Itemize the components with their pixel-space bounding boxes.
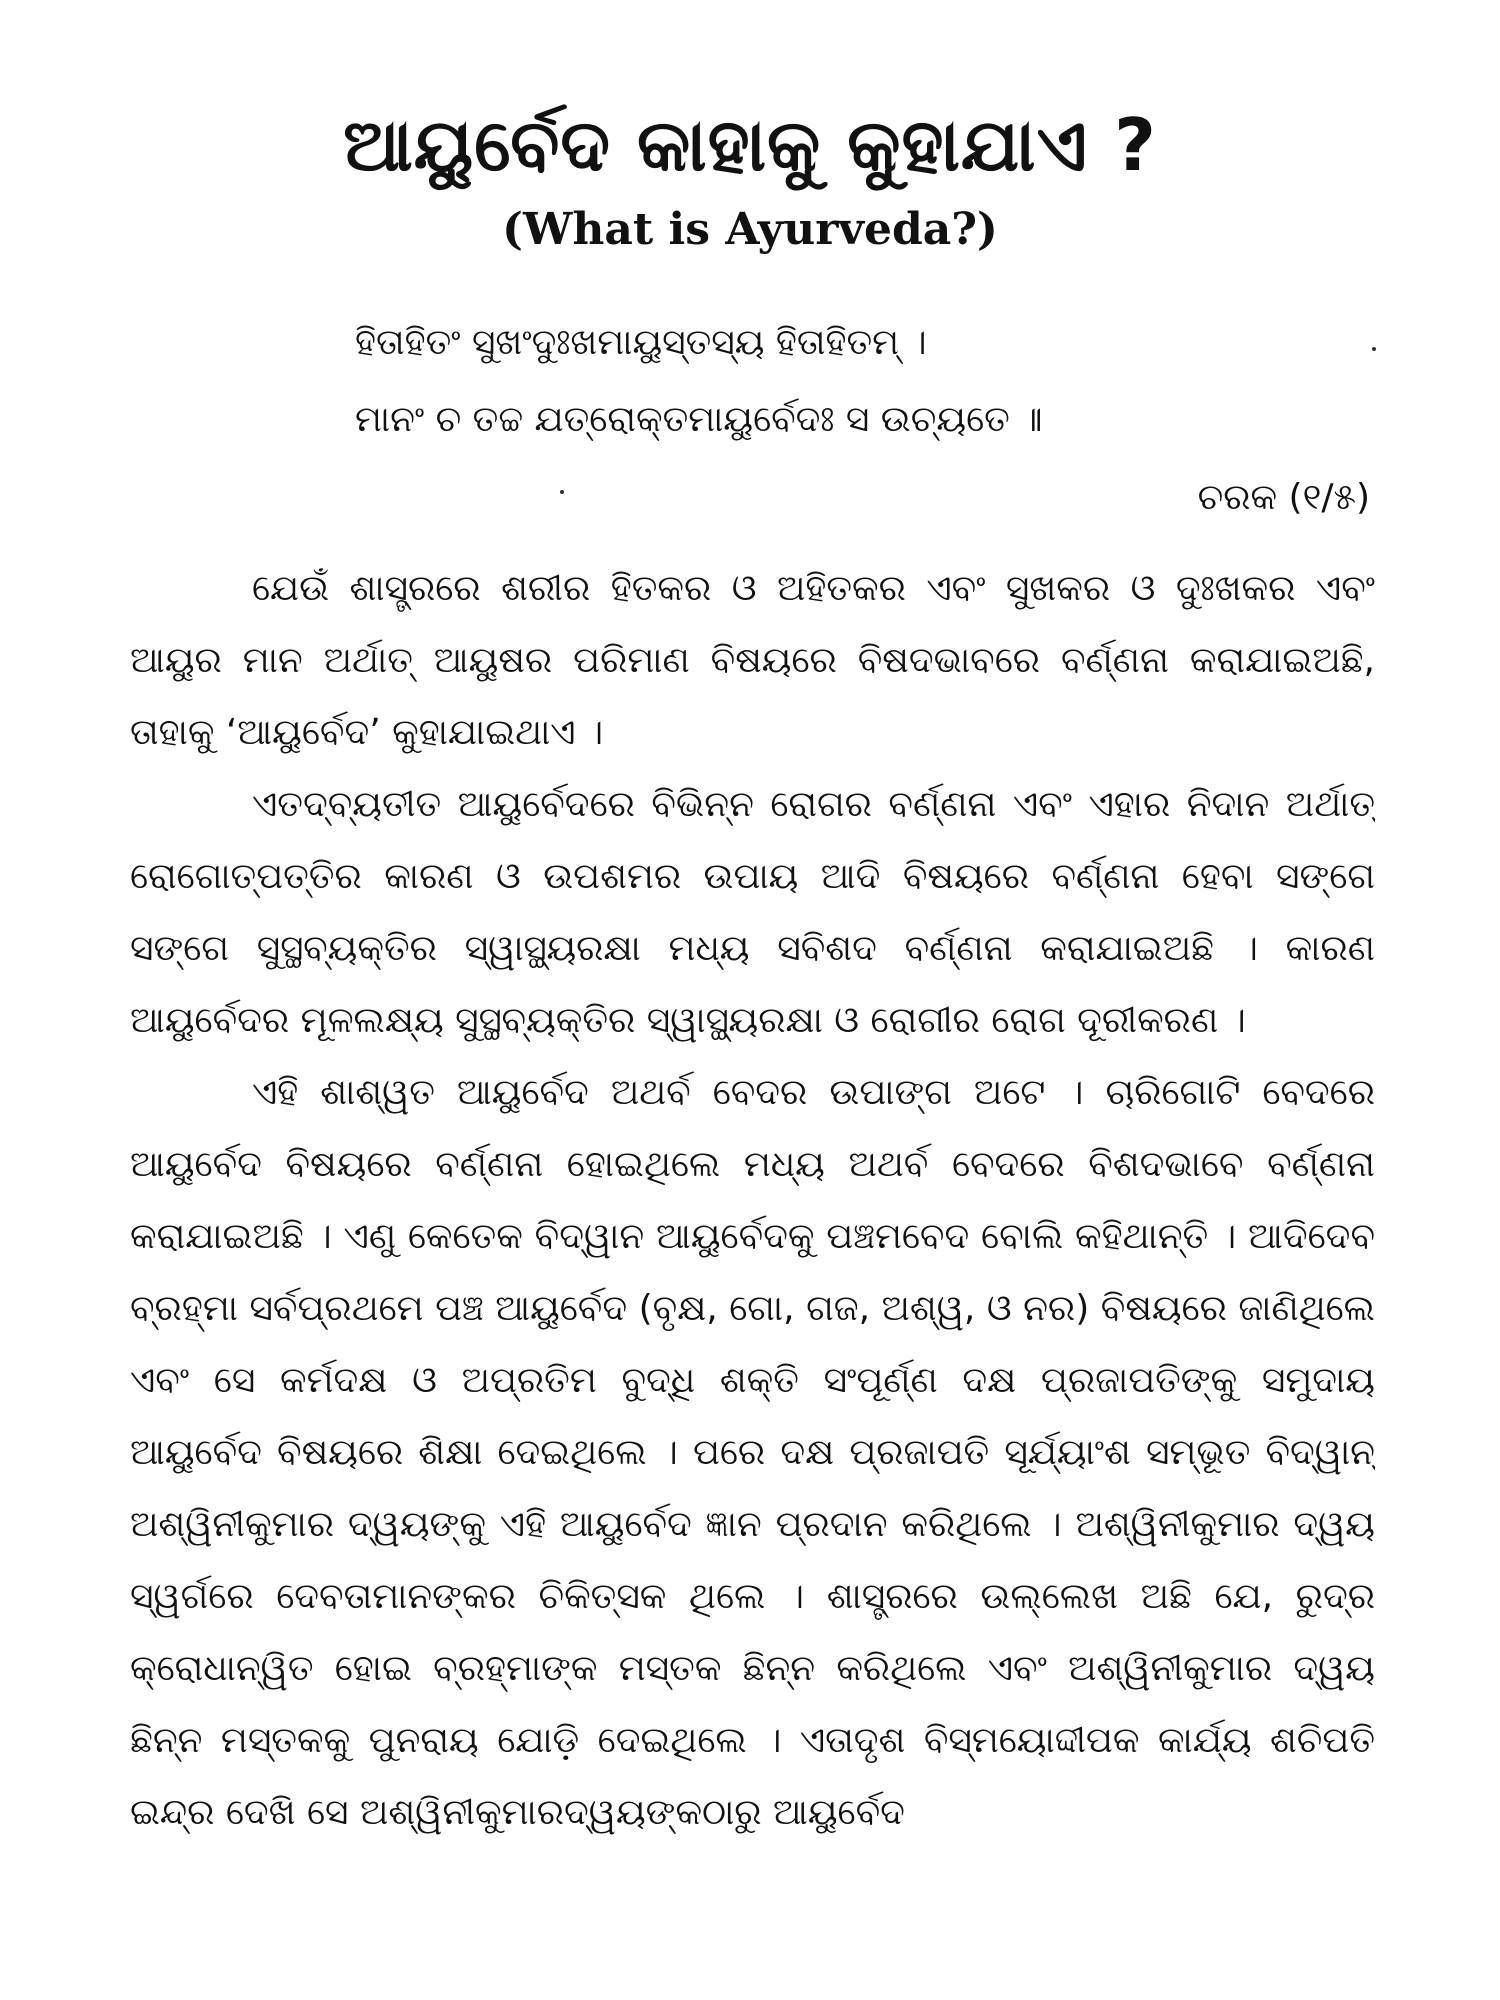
print-speck [560,490,564,494]
body-text [130,553,1375,1983]
print-speck [1372,347,1376,351]
verse-line-1: ହିତାହିତଂ ସୁଖଂଦୁଃଖମାୟୁସ୍ତସ୍ୟ ହିତାହିତମ୍ । [355,322,927,363]
verse-source: ଚରକ (୧/୫) [1197,477,1370,518]
verse-line-2: ମାନଂ ଚ ତଚ୍ଚ ଯତ୍ରୋକ୍ତମାୟୁର୍ବେଦଃ ସ ଉଚ୍ୟତେ ॥ [355,399,1043,440]
page-title: ଆୟୁର୍ବେଦ କାହାକୁ କୁହାଯାଏ ? [343,103,1157,187]
page-subtitle: (What is Ayurveda?) [502,204,998,255]
paragraph-3: ଏହି ଶାଶ୍ୱତ ଆୟୁର୍ବେଦ ଅଥର୍ବ ବେଦର ଉପାଙ୍ଗ ଅଟେ । ଚାରିଗୋଟି ବେଦରେ ଆୟୁର୍ବେଦ ବିଷୟରେ ବର୍ଣ୍ଣନା ହୋଇଥିଲେ ମଧ୍ୟ ଅଥର୍ବ ବେଦରେ ବିଶଦଭାବେ ବର୍ଣ୍ଣନା କରାଯାଇଅଛି । ଏଣୁ କେତେକ ବିଦ୍ୱାନ ଆୟୁର୍ବେଦକୁ ପଞ୍ଚମବେଦ ବୋଲି କହିଥାନ୍ତି । ଆଦିଦେବ ବ୍ରହ୍ମା ସର୍ବପ୍ରଥମେ ପଞ୍ଚ ଆୟୁର୍ବେଦ (ବୃକ୍ଷ, ଗୋ, ଗଜ, ଅଶ୍ୱ, ଓ ନର) ବିଷୟରେ ଜାଣିଥିଲେ ଏବଂ ସେ କର୍ମଦକ୍ଷ ଓ ଅପ୍ରତିମ ବୁଦ୍ଧି ଶକ୍ତି ସଂପୂର୍ଣ୍ଣ ଦକ୍ଷ ପ୍ରଜାପତିଙ୍କୁ ସମୁଦାୟ ଆୟୁର୍ବେଦ ବିଷୟରେ ଶିକ୍ଷା ଦେଇଥିଲେ । ପରେ ଦକ୍ଷ ପ୍ରଜାପତି ସୂର୍ଯ୍ୟାଂଶ ସମ୍ଭୂତ ବିଦ୍ୱାନ୍ ଅଶ୍ୱିନୀକୁମାର ଦ୍ୱୟଙ୍କୁ ଏହି ଆୟୁର୍ବେଦ ଜ୍ଞାନ ପ୍ରଦାନ କରିଥିଲେ । ଅଶ୍ୱିନୀକୁମାର ଦ୍ୱୟ ସ୍ୱର୍ଗରେ ଦେବତାମାନଙ୍କର ଚିକିତ୍ସକ ଥିଲେ । ଶାସ୍ତ୍ରରେ ଉଲ୍ଲେଖ ଅଛି ଯେ, ରୁଦ୍ର କ୍ରୋଧାନ୍ୱିତ ହୋଇ ବ୍ରହ୍ମାଙ୍କ ମସ୍ତକ ଛିନ୍ନ କରିଥିଲେ ଏବଂ ଅଶ୍ୱିନୀକୁମାର ଦ୍ୱୟ ଛିନ୍ନ ମସ୍ତକକୁ ପୁନରାୟ ଯୋଡ଼ି ଦେଇଥିଲେ । ଏତାଦୃଶ ବିସ୍ମୟୋଦ୍ଦୀପକ କାର୍ଯ୍ୟ ଶଚିପତି ଇନ୍ଦ୍ର ଦେଖି ସେ ଅଶ୍ୱିନୀକୁମାରଦ୍ୱୟଙ୍କଠାରୁ ଆୟୁର୍ବେଦ [130,1072,1375,1833]
paragraph-1: ଯେଉଁ ଶାସ୍ତ୍ରରେ ଶରୀର ହିତକର ଓ ଅହିତକର ଏବଂ ସୁଖକର ଓ ଦୁଃଖକର ଏବଂ ଆୟୁର ମାନ ଅର୍ଥାତ୍ ଆୟୁଷର ପରିମାଣ ବିଷୟରେ ବିଷଦଭାବରେ ବର୍ଣ୍ଣନା କରାଯାଇଅଛି, ତାହାକୁ ‘ଆୟୁର୍ବେଦ’ କୁହାଯାଇଥାଏ । [130,568,1375,753]
paragraph-2: ଏତଦ୍‌ବ୍ୟତୀତ ଆୟୁର୍ବେଦରେ ବିଭିନ୍ନ ରୋଗର ବର୍ଣ୍ଣନା ଏବଂ ଏହାର ନିଦାନ ଅର୍ଥାତ୍ ରୋଗୋତ୍ପତ୍ତିର କାରଣ ଓ ଉପଶମର ଉପାୟ ଆଦି ବିଷୟରେ ବର୍ଣ୍ଣନା ହେବା ସଙ୍ଗେ ସଙ୍ଗେ ସୁସ୍ଥବ୍ୟକ୍ତିର ସ୍ୱାସ୍ଥ୍ୟରକ୍ଷା ମଧ୍ୟ ସବିଶଦ ବର୍ଣ୍ଣନା କରାଯାଇଅଛି । କାରଣ ଆୟୁର୍ବେଦର ମୂଳଲକ୍ଷ୍ୟ ସୁସ୍ଥବ୍ୟକ୍ତିର ସ୍ୱାସ୍ଥ୍ୟରକ୍ଷା ଓ ରୋଗୀର ରୋଗ ଦୂରୀକରଣ । [130,784,1375,1041]
